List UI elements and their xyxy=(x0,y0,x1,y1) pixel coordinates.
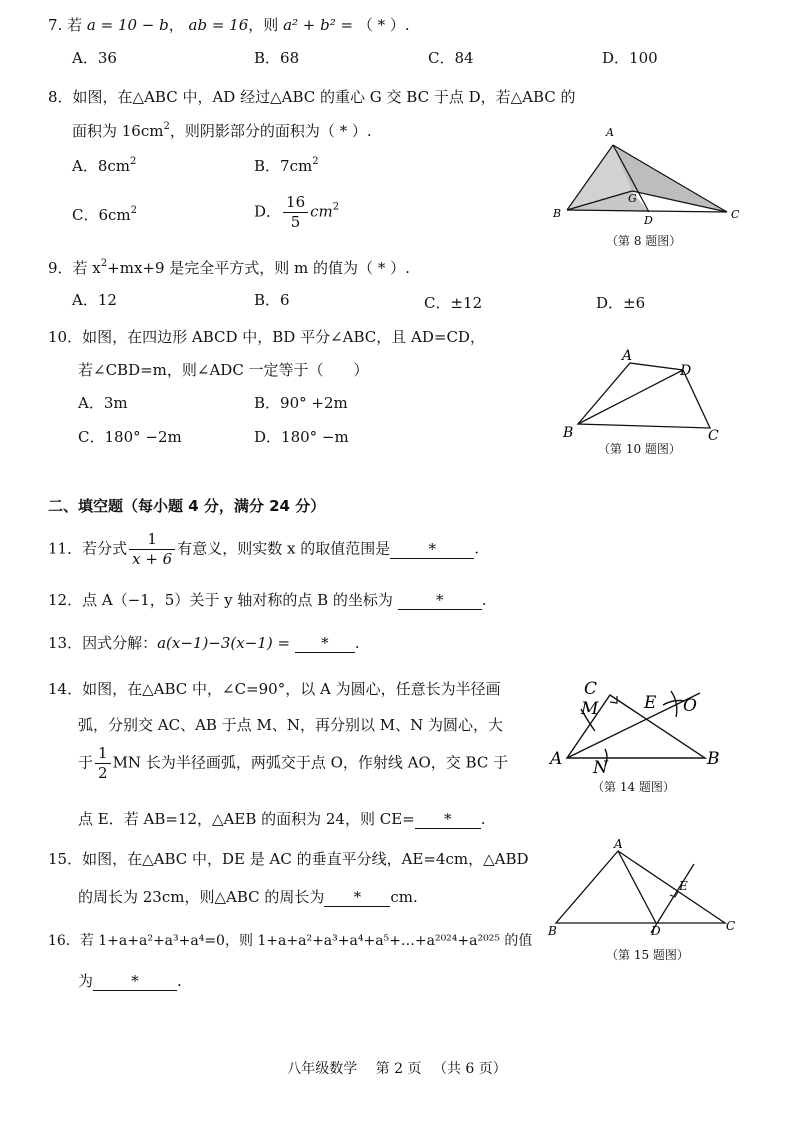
q14-line3-prefix: 于 xyxy=(78,753,94,772)
label-b: B xyxy=(548,924,557,938)
q8-option-c-text: C．6cm xyxy=(72,206,131,224)
q8-option-d-unit: cm xyxy=(310,202,333,221)
q8-option-b-text: B．7cm xyxy=(254,157,313,175)
q14-answer-blank: * xyxy=(415,810,481,829)
figure-10-caption: （第 10 题图） xyxy=(598,442,681,456)
figure-14 xyxy=(545,665,755,775)
question-7 xyxy=(48,14,410,36)
label-n: N xyxy=(593,758,608,775)
q9-prefix: 9．若 x xyxy=(48,259,101,277)
q7-prefix: 若 xyxy=(67,16,83,34)
q8-option-d-numerator: 16 xyxy=(283,193,308,213)
q12-answer-blank: * xyxy=(398,591,482,610)
label-a: A xyxy=(606,126,614,139)
q9-text: +mx+9 是完全平方式，则 m 的值为（ * ）. xyxy=(107,259,410,277)
label-a: A xyxy=(622,348,633,364)
label-e: E xyxy=(679,879,688,893)
q15-line-2 xyxy=(78,886,418,908)
q13-end: . xyxy=(354,634,360,652)
section-2-heading: 二、填空题（每小题 4 分，满分 24 分） xyxy=(48,497,326,515)
q15-line-1: 15．如图，在△ABC 中，DE 是 AC 的垂直平分线，AE=4cm，△ABD xyxy=(48,850,529,868)
label-b: B xyxy=(553,207,562,220)
q14-line4-text: 点 E．若 AB=12，△AEB 的面积为 24，则 CE= xyxy=(78,810,415,828)
q14-numerator: 1 xyxy=(95,744,111,764)
label-g: G xyxy=(628,192,637,205)
q8-line-1: 8．如图，在△ABC 中，AD 经过△ABC 的重心 G 交 BC 于点 D，若△ABC 的 xyxy=(48,88,576,106)
q16-answer-blank: * xyxy=(93,972,177,991)
q14-denominator: 2 xyxy=(98,764,108,782)
q9-option-d: D．±6 xyxy=(596,294,646,312)
label-c: C xyxy=(731,208,740,221)
q7-option-c: C．84 xyxy=(428,49,474,67)
label-d: D xyxy=(680,363,692,379)
q8-option-a: A．$8cm^2$ xyxy=(72,156,137,175)
q7-expression: a² + b² xyxy=(283,16,336,34)
question-12 xyxy=(48,589,486,611)
label-e: E xyxy=(644,693,657,713)
q11-text: 有意义，则实数 x 的取值范围是 xyxy=(177,539,391,558)
q10-line-1: 10．如图，在四边形 ABCD 中，BD 平分∠ABC，且 AD=CD， xyxy=(48,328,485,346)
q7-option-a: A．36 xyxy=(72,49,117,67)
q7-option-d: D．100 xyxy=(602,49,658,67)
q14-line-1: 14．如图，在△ABC 中，∠C=90°，以 A 为圆心，任意长为半径画 xyxy=(48,680,501,698)
q8-question-text: ，则阴影部分的面积为（ * ）. xyxy=(169,122,372,140)
q11-end: . xyxy=(474,539,479,558)
label-m: M xyxy=(581,699,599,719)
q8-option-d: D． $\frac{16}{5}$ $cm^2$ xyxy=(254,193,340,231)
figure-15 xyxy=(545,838,745,938)
label-c: C xyxy=(708,428,719,444)
label-a: A xyxy=(550,749,563,769)
figure-10 xyxy=(555,345,735,445)
q11-prefix: 11．若分式 xyxy=(48,539,128,558)
label-c: C xyxy=(726,919,736,933)
q10-line-2: 若∠CBD=m，则∠ADC 一定等于（ ） xyxy=(78,361,369,379)
q15-answer-blank: * xyxy=(324,888,390,907)
q7-condition-2: ab = 16 xyxy=(188,16,249,34)
q13-answer-blank: * xyxy=(295,634,355,653)
q11-numerator: 1 xyxy=(129,530,175,550)
q10-option-d: D．180° −m xyxy=(254,428,349,446)
q9-option-c: C．±12 xyxy=(424,294,483,312)
q7-then: ，则 xyxy=(248,16,279,34)
q8-option-d-denominator: 5 xyxy=(290,213,301,231)
q7-option-b: B．68 xyxy=(254,49,300,67)
q10-option-a: A．3m xyxy=(78,394,128,412)
q14-line-4 xyxy=(78,808,486,830)
label-a: A xyxy=(614,838,623,851)
figure-8 xyxy=(540,122,750,232)
q9-option-b: B．6 xyxy=(254,291,290,309)
q13-expression: a(x−1)−3(x−1) = xyxy=(157,634,291,652)
q14-line3-text: MN 长为半径画弧，两弧交于点 O，作射线 AO，交 BC 于 xyxy=(112,753,509,772)
q9-option-a: A．12 xyxy=(72,291,117,309)
q16-end: . xyxy=(177,972,182,990)
label-d: D xyxy=(644,214,653,227)
q14-line-2: 弧，分别交 AC、AB 于点 M、N，再分别以 M、N 为圆心，大 xyxy=(78,716,503,734)
q7-number: 7. xyxy=(48,16,63,34)
q10-option-b: B．90° +2m xyxy=(254,394,348,412)
label-o: O xyxy=(683,696,697,716)
question-13 xyxy=(48,632,360,654)
q16-line-1: 16．若 1+a+a²+a³+a⁴=0，则 1+a+a²+a³+a⁴+a⁵+…+a²⁰²⁴+a²⁰²⁵ 的值 xyxy=(48,933,533,949)
label-b: B xyxy=(707,749,720,769)
q7-equals: = （ * ）. xyxy=(335,16,410,34)
question-9: 9．若 $x^2+mx+9$ 是完全平方式，则 m 的值为（ * ）. xyxy=(48,258,410,277)
figure-8-caption: （第 8 题图） xyxy=(606,234,682,248)
q8-option-d-label: D． xyxy=(254,202,282,221)
q7-condition-1: a = 10 − b xyxy=(86,16,169,34)
question-11 xyxy=(48,530,479,569)
q15-end: cm. xyxy=(390,888,418,906)
q8-option-b: B．$7cm^2$ xyxy=(254,156,319,175)
label-d: D xyxy=(651,924,661,938)
q11-answer-blank: * xyxy=(390,540,474,559)
q8-option-c: C．$6cm^2$ xyxy=(72,205,138,224)
q8-area-text: 面积为 16cm xyxy=(72,122,164,140)
q16-line-2 xyxy=(78,970,182,992)
page-footer: 八年级数学 第 2 页 （共 6 页） xyxy=(287,1061,507,1077)
q12-text: 12．点 A（−1，5）关于 y 轴对称的点 B 的坐标为 xyxy=(48,591,393,609)
q10-option-c: C．180° −2m xyxy=(78,428,182,446)
q16-line2-text: 为 xyxy=(78,972,94,990)
q7-separator: ， xyxy=(168,16,184,34)
q11-denominator: x + 6 xyxy=(132,550,173,568)
q13-prefix: 13．因式分解： xyxy=(48,634,158,652)
label-c: C xyxy=(584,679,598,699)
q12-end: . xyxy=(481,591,487,609)
q8-option-a-text: A．8cm xyxy=(72,157,131,175)
label-b: B xyxy=(563,425,574,441)
q8-line-2: 面积为 $16cm^2$，则阴影部分的面积为（ * ）. xyxy=(72,121,372,140)
q15-line2-text: 的周长为 23cm，则△ABC 的周长为 xyxy=(78,888,325,906)
q14-line-3 xyxy=(78,744,508,783)
q14-end: . xyxy=(480,810,486,828)
figure-15-caption: （第 15 题图） xyxy=(606,948,689,962)
figure-14-caption: （第 14 题图） xyxy=(592,780,675,794)
